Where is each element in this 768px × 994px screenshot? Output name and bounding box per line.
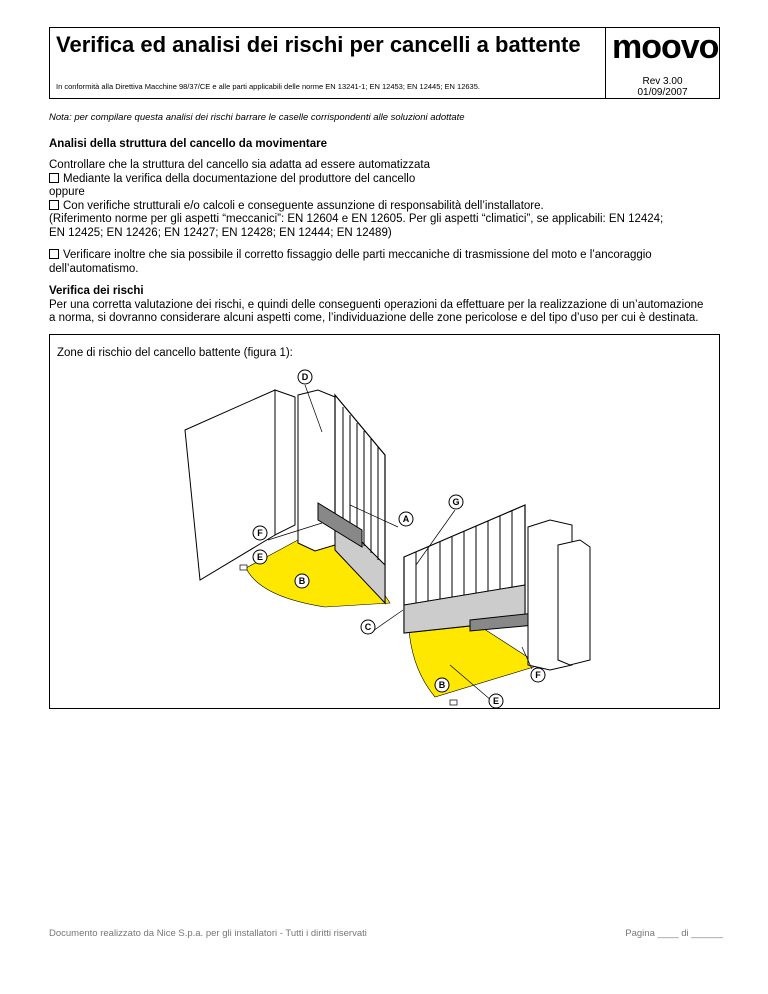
fixing-check [49, 249, 729, 276]
compile-note: Nota: per compilare questa analisi dei rischi barrare le caselle corrispondenti alle soluzioni adottate [49, 112, 465, 123]
revision-info [606, 76, 719, 98]
photocell-icon [450, 700, 457, 705]
oppure-text: oppure [49, 186, 85, 198]
moovo-logo: moovo [612, 28, 719, 66]
norms-ref-line1: (Riferimento norme per gli aspetti “meccanici”: EN 12604 e EN 12605. Per gli aspetti “climatici”, se applicabili: EN 12424; [49, 213, 664, 225]
page-number-field: Pagina ____ di ______ [625, 928, 723, 939]
label-F-right: F [535, 670, 541, 680]
structure-block [49, 159, 729, 240]
label-E-right: E [492, 696, 500, 706]
document-header [49, 27, 720, 99]
risk-text-line2: a norma, si dovranno considerare alcuni aspetti come, l’individuazione delle zone pericolose e del tipo d’uso per cui è destinata. [49, 312, 699, 324]
document-title: Verifica ed analisi dei rischi per cancelli a battente [56, 32, 581, 57]
norms-ref-line2: EN 12425; EN 12426; EN 12427; EN 12428; EN 12444; EN 12489) [49, 226, 392, 239]
structure-intro: Controllare che la struttura del cancello sia adatta ad essere automatizzata [49, 159, 430, 171]
norms-reference: In conformità alla Direttiva Macchine 98/37/CE e alle parti applicabili delle norme EN 13241-1; EN 12453; EN 12445; EN 12635. [56, 82, 480, 91]
label-B-right: B [438, 680, 446, 690]
figure-box [49, 334, 720, 709]
section-risk-title: Verifica dei rischi [49, 285, 144, 297]
risk-section [49, 285, 729, 326]
checkbox-fixing[interactable] [49, 249, 59, 259]
revision-date: 01/09/2007 [637, 87, 688, 98]
footer-text: Documento realizzato da Nice S.p.a. per gli installatori - Tutti i diritti riservati [49, 928, 367, 939]
label-A: A [402, 514, 410, 524]
revision-number: Rev 3.00 [642, 76, 683, 87]
option-structural-label: Con verifiche strutturali e/o calcoli e conseguente assunzione di responsabilità dell’installatore. [63, 199, 544, 212]
checkbox-documentation[interactable] [49, 173, 59, 183]
option-structural [49, 200, 729, 214]
figure-caption: Zone di rischio del cancello battente (figura 1): [57, 347, 293, 359]
section-structure-title: Analisi della struttura del cancello da movimentare [49, 138, 328, 150]
header-title-cell [50, 28, 606, 98]
label-C: C [364, 622, 372, 632]
option-documentation [49, 173, 729, 187]
gate-illustration [50, 335, 719, 708]
risk-text-line1: Per una corretta valutazione dei rischi, e quindi delle conseguenti operazioni da effettuare per la realizzazione di un’automazione [49, 298, 704, 311]
label-F-left: F [257, 528, 263, 538]
label-G: G [452, 497, 460, 507]
fixing-check-label-cont: dell’automatismo. [49, 262, 139, 275]
label-D: D [301, 372, 309, 382]
label-E-left: E [256, 552, 264, 562]
checkbox-structural[interactable] [49, 200, 59, 210]
label-B-left: B [298, 576, 306, 586]
fixing-check-label: Verificare inoltre che sia possibile il corretto fissaggio delle parti meccaniche di trasmissione del moto e l’ancoraggio [63, 249, 652, 261]
photocell-icon [240, 565, 247, 570]
option-documentation-label: Mediante la verifica della documentazione del produttore del cancello [63, 172, 416, 185]
